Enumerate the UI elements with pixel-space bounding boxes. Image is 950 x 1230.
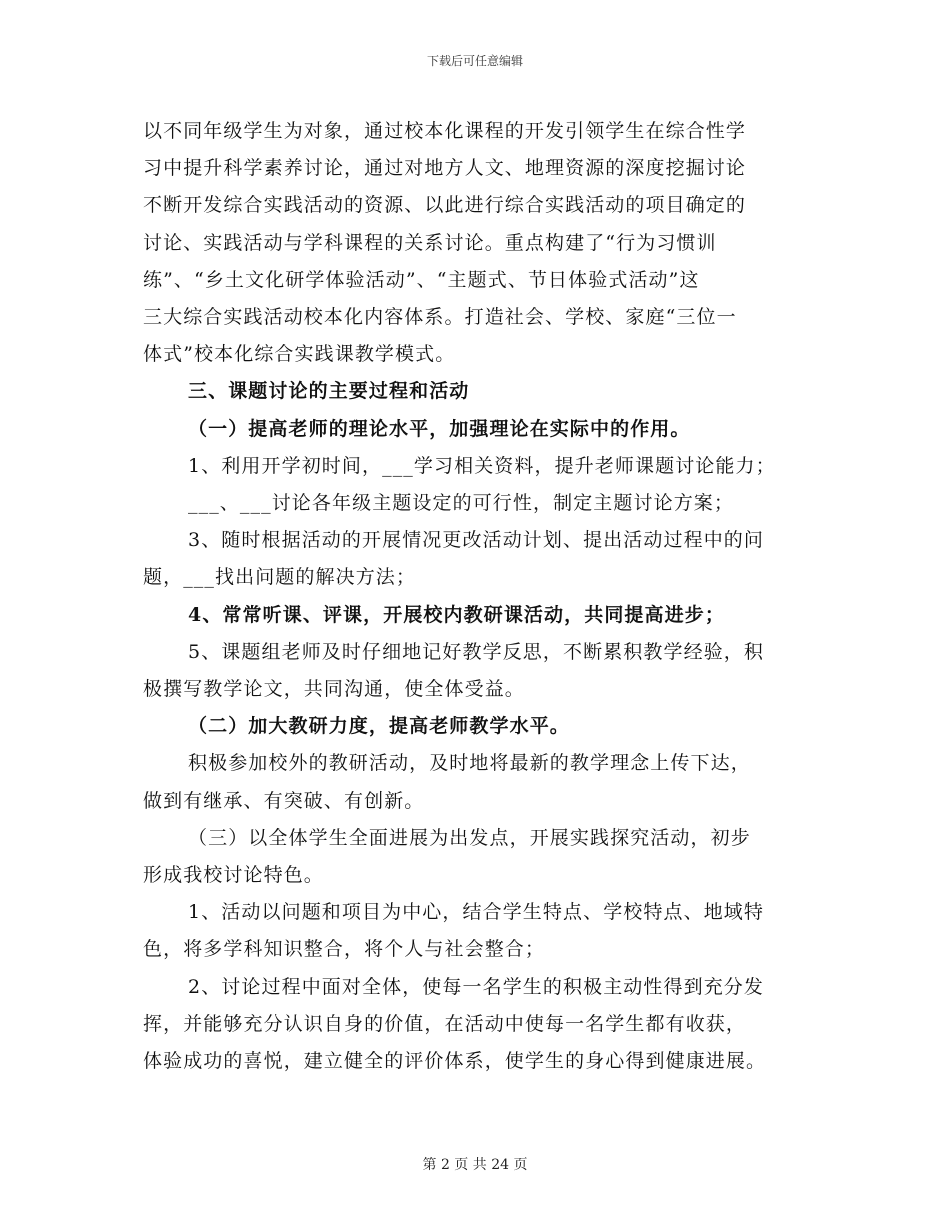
subsection-heading: （三）以全体学生全面进展为出发点，开展实践探究活动，初步	[188, 826, 751, 849]
body-line: 以不同年级学生为对象，通过校本化课程的开发引领学生在综合性学	[143, 120, 747, 142]
body-line: 积极参加校外的教研活动，及时地将最新的教学理念上传下达，	[188, 752, 751, 775]
body-line: 讨论、实践活动与学科课程的关系讨论。重点构建了“行为习惯训	[143, 231, 717, 254]
list-item: 1、活动以问题和项目为中心，结合学生特点、学校特点、地域特	[188, 901, 764, 924]
subsection-heading-continuation: 形成我校讨论特色。	[143, 864, 324, 887]
list-item: 4、常常听课、评课，开展校内教研课活动，共同提高进步；	[188, 603, 725, 626]
page-header: 下载后可任意编辑	[426, 54, 523, 68]
section-heading: 三、课题讨论的主要过程和活动	[188, 380, 470, 403]
body-line: 三大综合实践活动校本化内容体系。打造社会、学校、家庭“三位一	[143, 306, 737, 329]
subsection-heading: （一）提高老师的理论水平，加强理论在实际中的作用。	[188, 417, 691, 440]
list-item-continuation: 体验成功的喜悦，建立健全的评价体系，使学生的身心得到健康进展。	[143, 1050, 767, 1073]
list-item-continuation: 色，将多学科知识整合，将个人与社会整合；	[143, 938, 546, 961]
body-line: 不断开发综合实践活动的资源、以此进行综合实践活动的项目确定的	[143, 194, 747, 217]
body-line: 习中提升科学素养讨论，通过对地方人文、地理资源的深度挖掘讨论	[143, 157, 747, 180]
body-line: 练”、“乡土文化研学体验活动”、“主题式、节日体验式活动”这	[143, 268, 700, 291]
list-item: 3、随时根据活动的开展情况更改活动计划、提出活动过程中的问	[188, 529, 764, 552]
list-item-continuation: 极撰写教学论文，共同沟通，使全体受益。	[143, 678, 525, 701]
list-item: 5、课题组老师及时仔细地记好教学反思，不断累积教学经验，积	[188, 640, 764, 663]
list-item: ___、___讨论各年级主题设定的可行性，制定主题讨论方案；	[188, 492, 735, 515]
subsection-heading: （二）加大教研力度，提高老师教学水平。	[188, 715, 570, 738]
list-item-continuation: 挥，并能够充分认识自身的价值，在活动中使每一名学生都有收获，	[143, 1012, 747, 1035]
body-line: 做到有继承、有突破、有创新。	[143, 789, 425, 812]
list-item: 2、讨论过程中面对全体，使每一名学生的积极主动性得到充分发	[188, 975, 764, 998]
page-number: 第 2 页 共 24 页	[422, 1157, 528, 1173]
list-item-continuation: 题，___找出问题的解决方法；	[143, 566, 417, 589]
document-body	[143, 113, 813, 1080]
list-item: 1、利用开学初时间，___学习相关资料，提升老师课题讨论能力；	[188, 454, 776, 477]
body-line: 体式”校本化综合实践课教学模式。	[143, 343, 456, 366]
